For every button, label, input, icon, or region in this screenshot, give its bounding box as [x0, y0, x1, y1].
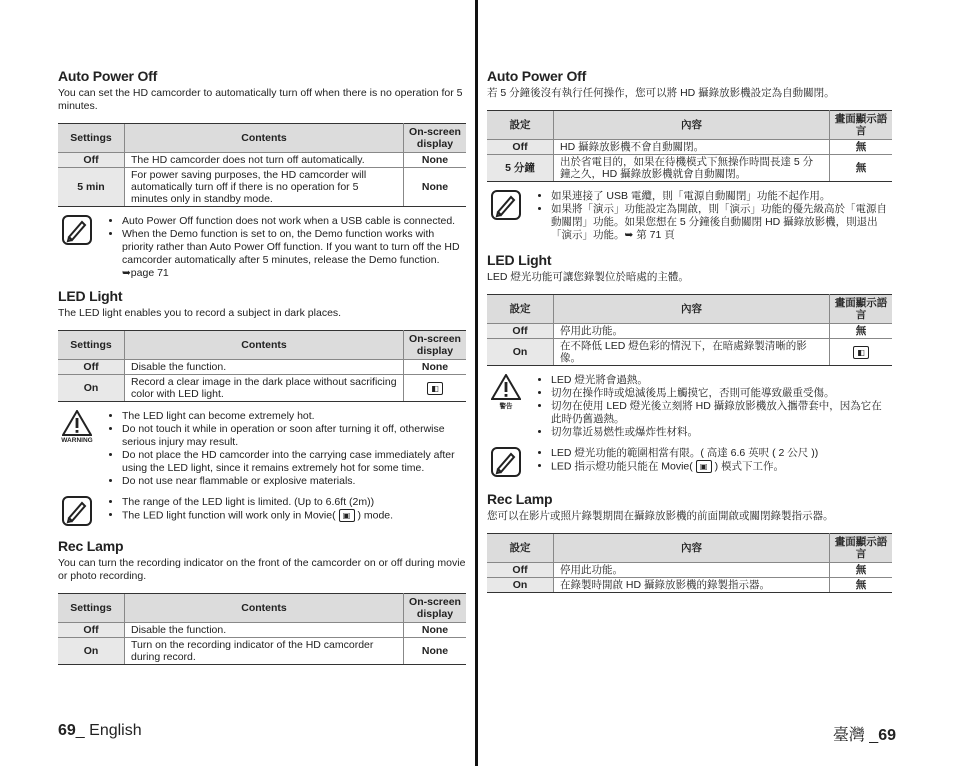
warning-block [487, 374, 892, 439]
footer-label: 臺灣 _ [832, 727, 879, 744]
settings-table-rec-lamp [58, 593, 466, 665]
warning-item: • The LED light can become extremely hot. [122, 410, 466, 423]
setting-cell: Off [58, 153, 125, 168]
section-intro: You can set the HD camcorder to automatically turn off when there is no operation for 5 minutes. [58, 87, 463, 112]
note-icon [491, 190, 521, 220]
note-item: • The range of the LED light is limited. (Up to 6.6ft (2m)) [122, 496, 393, 509]
contents-cell: 在不降低 LED 燈色彩的情況下，在暗處錄製清晰的影像。 [554, 339, 830, 366]
contents-cell: Disable the function. [125, 623, 404, 638]
note-text: The LED light function will work only in Movie( [122, 509, 336, 522]
setting-cell: On [487, 339, 554, 366]
settings-table-auto-power-off [487, 110, 892, 182]
note-icon [62, 215, 92, 245]
setting-cell: 5 min [58, 168, 125, 207]
page-footer-left [58, 722, 142, 740]
table-row [487, 140, 892, 155]
contents-cell: HD 攝錄放影機不會自動關閉。 [554, 140, 830, 155]
table-header: On-screen display [404, 331, 467, 360]
table-header: 內容 [554, 534, 830, 563]
table-header: 畫面顯示語言 [830, 295, 893, 324]
note-block [487, 447, 892, 477]
page-footer-right [833, 722, 896, 745]
note-text: ) mode. [357, 509, 394, 522]
display-cell: 無 [830, 563, 893, 578]
section-intro: The LED light enables you to record a subject in dark places. [58, 307, 342, 319]
warning-icon [491, 374, 521, 400]
note-icon [62, 496, 92, 526]
setting-cell: Off [487, 324, 554, 339]
table-header: Settings [58, 331, 125, 360]
table-header: 畫面顯示語言 [830, 534, 893, 563]
section-intro: You can turn the recording indicator on the front of the camcorder on or off during movie or photo recording. [58, 557, 466, 582]
warning-item: • Do not use near flammable or explosive materials. [122, 475, 466, 488]
page-divider [475, 0, 478, 766]
table-row [487, 155, 892, 182]
footer-label: _ English [75, 722, 142, 739]
table-header: 設定 [487, 111, 554, 140]
warning-block [58, 410, 466, 488]
section-intro: LED 燈光功能可讓您錄製位於暗處的主體。 [487, 271, 689, 283]
settings-table-auto-power-off [58, 123, 466, 207]
display-cell: 無 [830, 578, 893, 593]
contents-cell: The HD camcorder does not turn off automatically. [125, 153, 404, 168]
table-header: 內容 [554, 295, 830, 324]
table-header: On-screen display [404, 124, 467, 153]
page-number: 69 [58, 722, 76, 739]
table-header: 設定 [487, 534, 554, 563]
warning-item: • Do not place the HD camcorder into the carrying case immediately after using the LED light, since it remains extremely hot for some time. [122, 449, 466, 475]
display-cell: None [404, 168, 467, 207]
note-text: LED 指示燈功能只能在 Movie( [551, 460, 693, 473]
table-row [487, 563, 892, 578]
chinese-column [487, 68, 892, 593]
table-header: Contents [125, 124, 404, 153]
table-row [58, 638, 466, 665]
contents-cell: For power saving purposes, the HD camcorder will automatically turn off if there is no operation for 5 minutes only in standby mode. [125, 168, 404, 207]
table-header: 設定 [487, 295, 554, 324]
table-header: Contents [125, 594, 404, 623]
section-title-auto-power-off: Auto Power Off [487, 68, 587, 84]
contents-cell: Disable the function. [125, 360, 404, 375]
display-cell: None [404, 153, 467, 168]
note-block [58, 215, 466, 280]
warning-item: • 切勿靠近易燃性或爆炸性材料。 [551, 426, 892, 439]
display-cell: 無 [830, 155, 893, 182]
setting-cell: Off [487, 563, 554, 578]
warning-item: • 切勿在使用 LED 燈光後立刻將 HD 攝錄放影機放入攜帶套中，因為它在此時仍舊過熱。 [551, 400, 892, 426]
note-item [122, 509, 393, 522]
warning-caption: WARNING [61, 437, 93, 444]
setting-cell: Off [487, 140, 554, 155]
contents-cell: 停用此功能。 [554, 563, 830, 578]
contents-cell: Turn on the recording indicator of the HD camcorder during record. [125, 638, 404, 665]
section-title-led-light: LED Light [487, 252, 552, 268]
led-light-icon: ◧ [427, 382, 443, 395]
note-text: ) 模式下工作。 [714, 460, 785, 473]
note-item: • 如果將「演示」功能設定為開啟，則「演示」功能的優先級高於「電源自動關閉」功能。如果您想在 5 分鐘後自動關閉 HD 攝錄放影機，則退出「演示」功能。➥ 第 71 頁 [551, 203, 892, 242]
table-row [58, 375, 466, 402]
display-cell [830, 339, 893, 366]
english-column [58, 68, 466, 665]
contents-cell: 在錄製時開啟 HD 攝錄放影機的錄製指示器。 [554, 578, 830, 593]
movie-mode-icon: ▣ [696, 460, 712, 473]
warning-item: • LED 燈光將會過熱。 [551, 374, 892, 387]
setting-cell: On [58, 638, 125, 665]
table-header: Settings [58, 124, 125, 153]
table-header: Contents [125, 331, 404, 360]
settings-table-rec-lamp [487, 533, 892, 593]
led-light-icon: ◧ [853, 346, 869, 359]
setting-cell: On [58, 375, 125, 402]
table-row [58, 168, 466, 207]
display-cell [404, 375, 467, 402]
table-header: On-screen display [404, 594, 467, 623]
settings-table-led-light [487, 294, 892, 366]
table-header: 畫面顯示語言 [830, 111, 893, 140]
table-row [487, 339, 892, 366]
display-cell: None [404, 360, 467, 375]
section-intro: 若 5 分鐘後沒有執行任何操作，您可以將 HD 攝錄放影機設定為自動關閉。 [487, 87, 835, 99]
note-item: • 如果連接了 USB 電纜，則「電源自動關閉」功能不起作用。 [551, 190, 892, 203]
note-item: • LED 燈光功能的範圍相當有限。( 高達 6.6 英呎 ( 2 公尺 )) [551, 447, 818, 460]
display-cell: 無 [830, 140, 893, 155]
display-cell: None [404, 638, 467, 665]
setting-cell: Off [58, 360, 125, 375]
setting-cell: Off [58, 623, 125, 638]
section-title-rec-lamp: Rec Lamp [487, 491, 553, 507]
table-row [58, 360, 466, 375]
note-icon [491, 447, 521, 477]
section-title-rec-lamp: Rec Lamp [58, 538, 124, 554]
warning-icon [62, 410, 92, 436]
table-header: 內容 [554, 111, 830, 140]
table-row [58, 623, 466, 638]
section-title-auto-power-off: Auto Power Off [58, 68, 158, 84]
display-cell: 無 [830, 324, 893, 339]
section-intro: 您可以在影片或照片錄製期間在攝錄放影機的前面開啟或關閉錄製指示器。 [487, 510, 834, 522]
note-item: • Auto Power Off function does not work when a USB cable is connected. [122, 215, 466, 228]
contents-cell: 停用此功能。 [554, 324, 830, 339]
section-title-led-light: LED Light [58, 288, 123, 304]
table-header: Settings [58, 594, 125, 623]
table-row [487, 324, 892, 339]
note-item: • When the Demo function is set to on, the Demo function works with priority rather than Auto Power Off function. If you want to turn off the HD camcorder automatically after 5 minutes, release the Demo function. ➥page 71 [122, 228, 466, 280]
page-number: 69 [878, 727, 896, 744]
settings-table-led-light [58, 330, 466, 402]
table-row [58, 153, 466, 168]
setting-cell: On [487, 578, 554, 593]
table-row [487, 578, 892, 593]
warning-caption: 警告 [499, 403, 513, 410]
warning-item: • 切勿在操作時或熄滅後馬上觸摸它，否則可能導致嚴重受傷。 [551, 387, 892, 400]
movie-mode-icon: ▣ [339, 509, 355, 522]
display-cell: None [404, 623, 467, 638]
note-block [487, 190, 892, 242]
warning-item: • Do not touch it while in operation or soon after turning it off, otherwise serious injury may result. [122, 423, 466, 449]
setting-cell: 5 分鐘 [487, 155, 554, 182]
contents-cell: 出於省電目的，如果在待機模式下無操作時間長達 5 分鐘之久，HD 攝錄放影機就會自動關閉。 [554, 155, 830, 182]
contents-cell: Record a clear image in the dark place without sacrificing color with LED light. [125, 375, 404, 402]
note-item [551, 460, 818, 473]
note-block [58, 496, 466, 526]
